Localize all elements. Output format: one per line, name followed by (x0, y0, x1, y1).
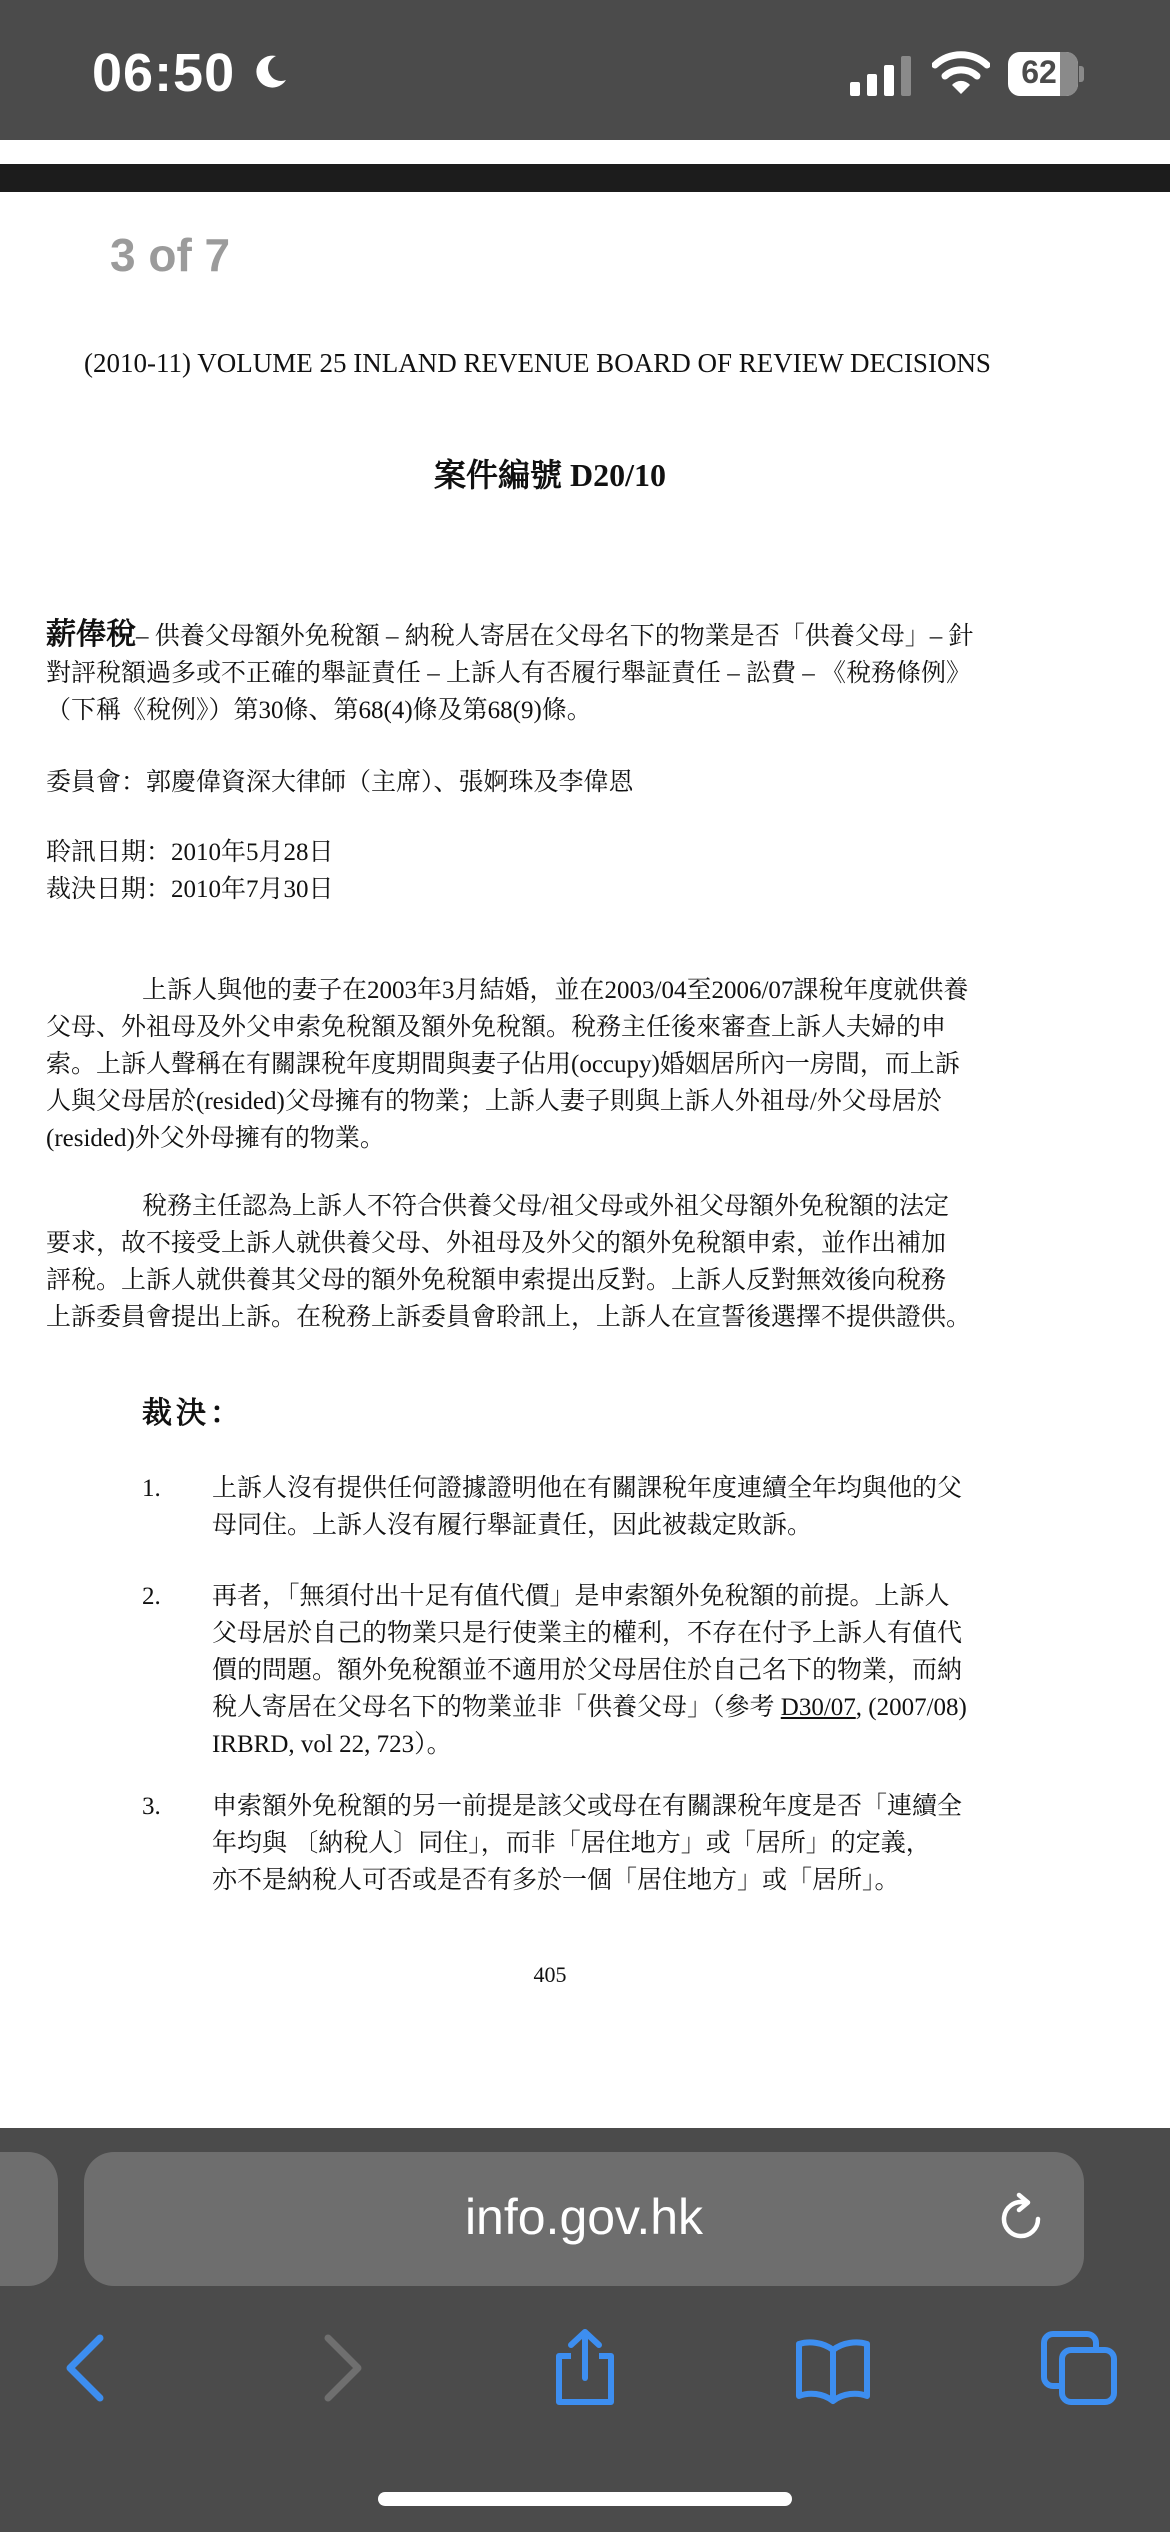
decision-heading: 裁決： (142, 1397, 244, 1430)
status-time: 06:50 (92, 43, 236, 103)
summary-line: 稅務主任認為上訴人不符合供養父母/祖父母或外祖父母額外免稅額的法定 (142, 1193, 949, 1220)
citation-link[interactable]: D30/07 (780, 1694, 856, 1721)
summary-line: 上訴委員會提出上訴。在稅務上訴委員會聆訊上，上訴人在宣誓後選擇不提供證供。 (46, 1304, 972, 1331)
summary-line: (resided)外父外母擁有的物業。 (46, 1125, 385, 1152)
previous-page-edge (0, 164, 1170, 192)
item-line: 年均與 〔納稅人〕同住」，而非「居住地方」或「居所」的定義， (212, 1830, 931, 1857)
summary-line: 索。上訴人聲稱在有關課稅年度期間與妻子佔用(occupy)婚姻居所內一房間，而上訴 (46, 1051, 960, 1078)
catchwords-line: 對評稅額過多或不正確的舉証責任 – 上訴人有否履行舉証責任 – 訟費 – 《稅務條例》 (46, 660, 972, 687)
battery-level: 62 (1021, 54, 1057, 90)
viewer-top-margin (0, 140, 1170, 164)
summary-paragraph (46, 1188, 1062, 1336)
hearing-date: 聆訊日期：2010年5月28日 (46, 839, 334, 866)
reload-icon[interactable] (994, 2192, 1048, 2246)
dates-block (46, 834, 1062, 908)
decision-date: 裁決日期：2010年7月30日 (46, 876, 334, 903)
battery-icon (1008, 52, 1084, 96)
summary-line: 要求，故不接受上訴人就供養父母、外祖母及外父的額外免稅額申索，並作出補加 (46, 1230, 947, 1257)
bookmarks-icon[interactable] (793, 2328, 873, 2408)
decision-item (212, 1470, 1052, 1544)
url-text: info.gov.hk (464, 2189, 704, 2245)
forward-icon[interactable] (300, 2328, 380, 2408)
summary-line: 人與父母居於(resided)父母擁有的物業；上訴人妻子則與上訴人外祖母/外父母居於 (46, 1088, 942, 1115)
home-indicator[interactable] (378, 2492, 792, 2506)
panel-members: 委員會：郭慶偉資深大律師（主席）、張婀珠及李偉恩 (46, 769, 634, 796)
page-number: 405 (533, 1962, 567, 1987)
citation-rest: , (2007/08) (855, 1694, 967, 1721)
moon-icon (250, 52, 290, 92)
wifi-icon (932, 48, 990, 96)
summary-line: 評稅。上訴人就供養其父母的額外免稅額申索提出反對。上訴人反對無效後向稅務 (46, 1267, 947, 1294)
previous-tab-card[interactable] (0, 2152, 58, 2286)
address-bar[interactable] (84, 2152, 1084, 2286)
case-number: 案件編號 D20/10 (433, 457, 666, 493)
summary-paragraph (46, 972, 1062, 1157)
item-line: 上訴人沒有提供任何證據證明他在有關課稅年度連續全年均與他的父 (212, 1475, 963, 1502)
item-line: 父母居於自己的物業只是行使業主的權利，不存在付予上訴人有值代 (212, 1620, 963, 1647)
item-number: 3. (142, 1793, 161, 1820)
item-line: 稅人寄居在父母名下的物業並非「供養父母」（參考 (212, 1694, 781, 1721)
summary-line: 上訴人與他的妻子在2003年3月結婚，並在2003/04至2006/07課稅年度就供養 (142, 977, 969, 1004)
back-icon[interactable] (48, 2328, 128, 2408)
pdf-page[interactable] (0, 192, 1170, 2128)
status-bar (0, 0, 1170, 140)
decision-item (212, 1578, 1052, 1763)
catchwords (46, 616, 1062, 729)
item-line: 價的問題。額外免稅額並不適用於父母居住於自己名下的物業，而納 (212, 1657, 963, 1684)
decision-item (212, 1788, 1052, 1899)
item-line: 亦不是納稅人可否或是否有多於一個「居住地方」或「居所」。 (212, 1867, 900, 1894)
catchwords-topic: 薪俸稅 (46, 618, 136, 651)
item-number: 1. (142, 1475, 161, 1502)
browser-toolbar (0, 2128, 1170, 2532)
summary-line: 父母、外祖母及外父申索免稅額及額外免稅額。稅務主任後來審查上訴人夫婦的申 (46, 1014, 947, 1041)
running-head: (2010-11) VOLUME 25 INLAND REVENUE BOARD OF REVIEW DECISIONS (84, 348, 991, 378)
signal-icon (850, 54, 916, 96)
item-number: 2. (142, 1583, 161, 1610)
item-line: 母同住。上訴人沒有履行舉証責任，因此被裁定敗訴。 (212, 1512, 813, 1539)
page-counter: 3 of 7 (110, 229, 231, 281)
item-line: 申索額外免稅額的另一前提是該父或母在有關課稅年度是否「連續全 (212, 1793, 963, 1820)
share-icon[interactable] (545, 2328, 625, 2408)
catchwords-line: – 供養父母額外免稅額 – 納稅人寄居在父母名下的物業是否「供養父母」– 針 (136, 623, 974, 650)
item-line: 再者，「無須付出十足有值代價」是申索額外免稅額的前提。上訴人 (212, 1583, 950, 1610)
tabs-icon[interactable] (1040, 2328, 1120, 2408)
catchwords-line: （下稱《稅例》）第30條、第68(4)條及第68(9)條。 (46, 697, 592, 724)
item-line: IRBRD, vol 22, 723）。 (212, 1731, 452, 1758)
